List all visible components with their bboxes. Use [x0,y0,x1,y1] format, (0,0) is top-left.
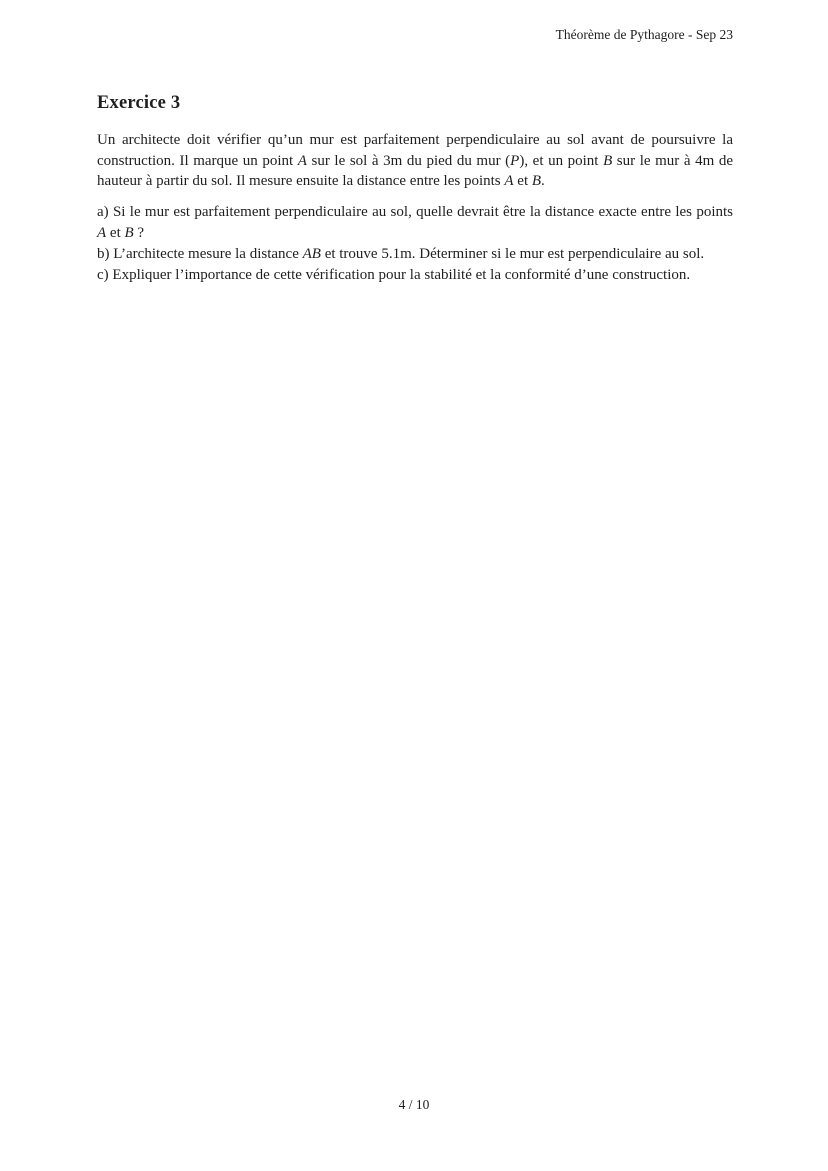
math-variable: B [124,224,134,241]
text-segment: . [541,173,545,190]
text-segment: et trouve 5.1m. Déterminer si le mur est perpendiculaire au sol. [320,245,705,262]
question-c [97,265,733,286]
text-segment: a) Si le mur est parfaitement perpendiculaire au sol, quelle devrait être la distance exacte entre les points [97,203,733,220]
exercise-title: Exercice 3 [97,93,181,113]
question-list [97,202,733,286]
question-a [97,202,733,244]
math-variable: A [297,152,307,169]
text-segment: sur le sol à 3m du pied du mur ( [306,152,511,169]
math-variable: AB [302,245,321,262]
math-variable: B [603,152,613,169]
math-variable: B [531,173,542,190]
math-variable: A [504,173,514,190]
page-header-text: Théorème de Pythagore - Sep 23 [555,27,733,42]
text-segment: et [106,224,125,241]
text-segment: ? [133,224,145,241]
exercise-intro-paragraph [97,130,733,192]
text-segment: b) L’architecte mesure la distance [97,245,303,262]
question-b [97,244,733,265]
math-variable: P [510,152,520,169]
math-variable: A [97,224,107,241]
text-segment: et [513,173,532,190]
text-segment: sur le mur à 4m de hauteur à partir du sol. Il mesure ensuite la distance entre les points [97,152,733,190]
text-segment: ), et un point [519,152,604,169]
text-segment: c) Expliquer l’importance de cette vérification pour la stabilité et la conformité d’une construction. [97,266,691,283]
exercise-content [97,92,733,286]
text-segment: Un architecte doit vérifier qu’un mur est parfaitement perpendiculaire au sol avant de poursuivre la construction. Il marque un point [97,132,733,169]
page-number-indicator: 4 / 10 [398,1097,430,1112]
